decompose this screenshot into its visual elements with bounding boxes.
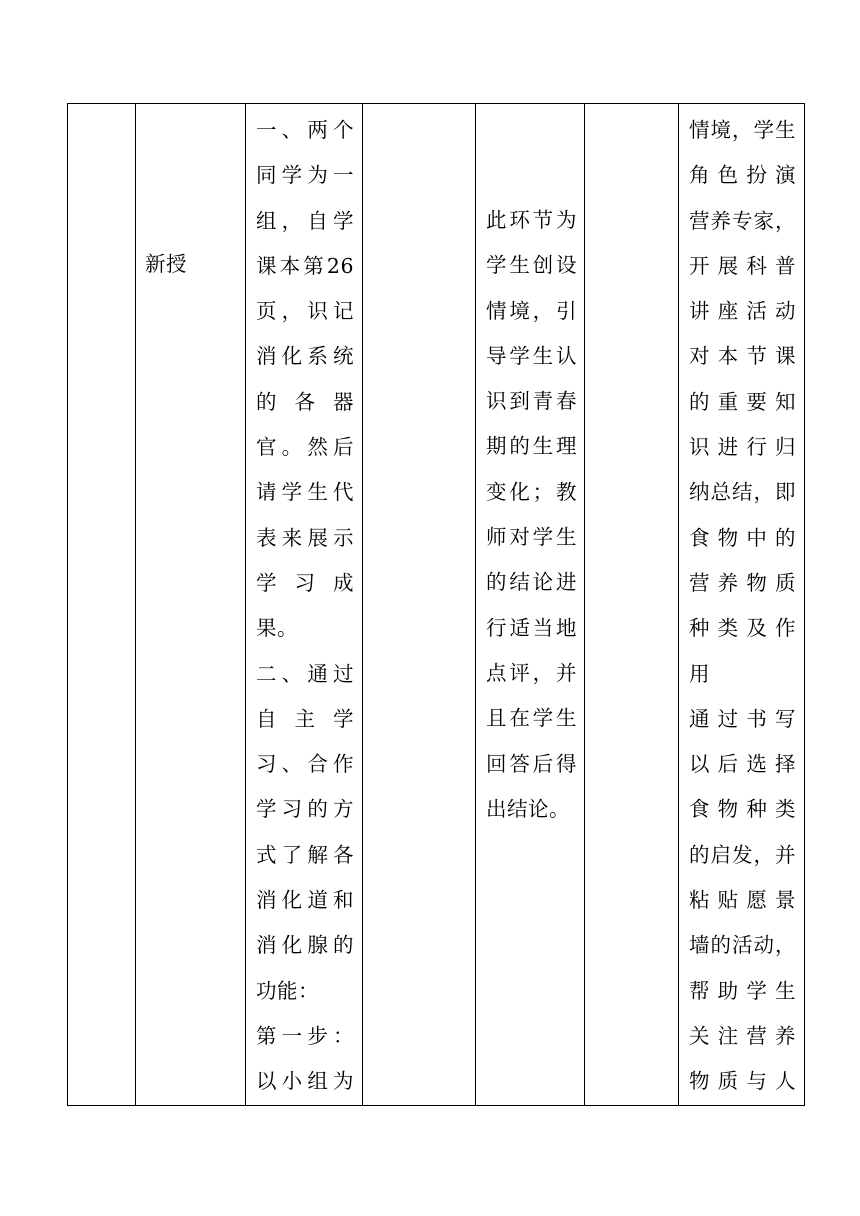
cell-activity-notes bbox=[679, 104, 805, 1106]
text-line: 识 进 行 归 bbox=[689, 435, 796, 460]
text-line: 组，自学 bbox=[256, 208, 354, 233]
text-line: 的启发，并 bbox=[689, 842, 796, 867]
cell-teaching-content bbox=[246, 104, 363, 1106]
text-line: 回答后得 bbox=[486, 751, 577, 776]
text-line: 的 重 要 知 bbox=[689, 389, 796, 414]
cell-stage bbox=[136, 104, 246, 1106]
text-line: 师对学生 bbox=[486, 525, 577, 550]
text-line: 习、合作 bbox=[256, 752, 354, 777]
text-line: 果。 bbox=[256, 616, 298, 641]
text-line: 请学生代 bbox=[256, 480, 354, 505]
text-line: 行适当地 bbox=[486, 615, 577, 640]
cell-col1 bbox=[68, 104, 136, 1106]
text-line: 学习的方 bbox=[256, 797, 354, 822]
text-line: 消化道和 bbox=[256, 888, 354, 913]
text-line: 导学生认 bbox=[486, 343, 577, 368]
text-line: 以 后 选 择 bbox=[689, 752, 796, 777]
text-line: 功能： bbox=[256, 978, 319, 1003]
text-line: 表来展示 bbox=[256, 525, 354, 550]
text-line: 帮 助 学 生 bbox=[689, 978, 796, 1003]
text-line: 对 本 节 课 bbox=[689, 344, 796, 369]
stage-label: 新授 bbox=[145, 252, 187, 276]
text-line: 第一步： bbox=[256, 1023, 354, 1048]
text-line: 此环节为 bbox=[486, 208, 577, 232]
design-intent-text bbox=[476, 104, 584, 832]
teaching-content-text bbox=[246, 104, 362, 1105]
text-line: 营养专家， bbox=[689, 208, 796, 233]
text-line: 用 bbox=[689, 661, 710, 686]
text-line: 情境，学生 bbox=[689, 118, 796, 142]
text-line: 且在学生 bbox=[486, 706, 577, 731]
text-line: 的 各 器 bbox=[256, 389, 354, 414]
text-line: 学 习 成 bbox=[256, 570, 354, 595]
text-line: 消化系统 bbox=[256, 344, 354, 369]
text-line: 同学为一 bbox=[256, 163, 354, 188]
text-line: 二、通过 bbox=[256, 661, 354, 686]
lesson-plan-table bbox=[67, 103, 805, 1106]
text-line: 食 物 中 的 bbox=[689, 525, 796, 550]
text-line: 期的生理 bbox=[486, 434, 577, 459]
text-line: 通 过 书 写 bbox=[689, 706, 796, 731]
text-line: 开 展 科 普 bbox=[689, 253, 796, 278]
text-line: 页，识记 bbox=[256, 299, 354, 324]
text-line: 识到青春 bbox=[486, 389, 577, 414]
text-line: 纳总结，即 bbox=[689, 480, 796, 505]
text-line: 出结论。 bbox=[486, 796, 570, 821]
text-line: 式了解各 bbox=[256, 842, 354, 867]
text-line: 种 类 及 作 bbox=[689, 616, 796, 641]
text-line: 关 注 营 养 bbox=[689, 1023, 796, 1048]
text-line: 墙的活动， bbox=[689, 933, 796, 958]
text-line: 讲 座 活 动 bbox=[689, 299, 796, 324]
text-line: 营 养 物 质 bbox=[689, 570, 796, 595]
cell-col6 bbox=[585, 104, 679, 1106]
cell-col4 bbox=[363, 104, 476, 1106]
text-line: 物 质 与 人 bbox=[689, 1069, 796, 1094]
text-line: 角 色 扮 演 bbox=[689, 163, 796, 188]
text-line: 粘 贴 愿 景 bbox=[689, 888, 796, 913]
text-line: 自 主 学 bbox=[256, 706, 354, 731]
text-line: 课本第26 bbox=[256, 253, 354, 278]
text-line: 以小组为 bbox=[256, 1069, 354, 1094]
activity-notes-text bbox=[679, 104, 804, 1105]
text-line: 学生创设 bbox=[486, 253, 577, 278]
text-line: 食 物 种 类 bbox=[689, 797, 796, 822]
table-row bbox=[68, 104, 805, 1106]
text-line: 的结论进 bbox=[486, 570, 577, 595]
text-line: 一、两个 bbox=[256, 118, 354, 142]
text-line: 情境，引 bbox=[486, 298, 577, 323]
text-line: 消化腺的 bbox=[256, 933, 354, 958]
cell-design-intent bbox=[476, 104, 585, 1106]
text-line: 点评，并 bbox=[486, 660, 577, 685]
text-line: 变化；教 bbox=[486, 479, 577, 504]
text-line: 官。然后 bbox=[256, 435, 354, 460]
